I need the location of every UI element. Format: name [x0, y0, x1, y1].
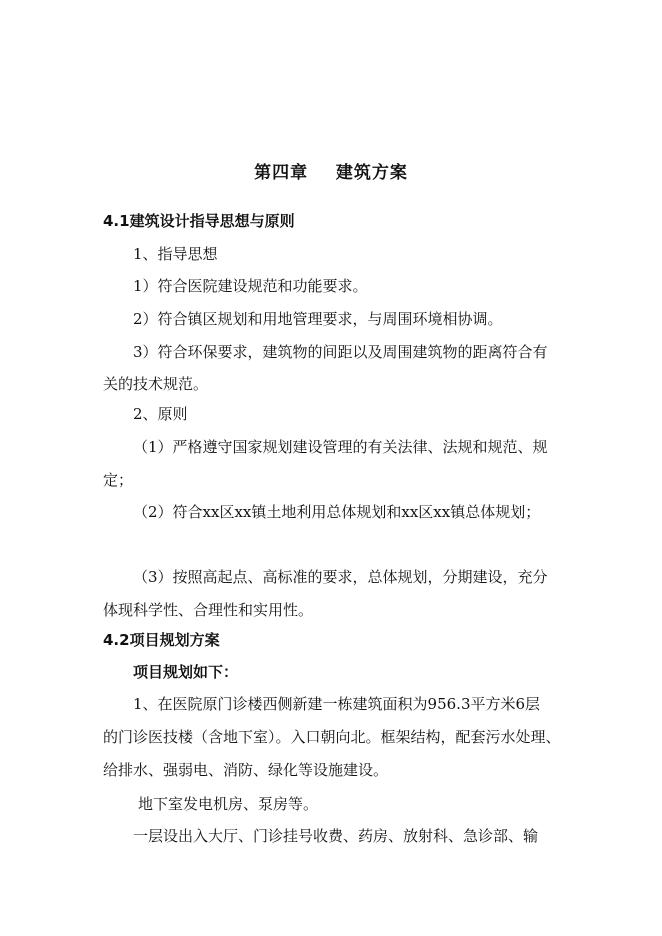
guiding-item-3: 3）符合环保要求，建筑物的间距以及周围建筑物的距离符合有 [133, 343, 548, 361]
planning-paragraph-first-floor: 一层设出入大厅、门诊挂号收费、药房、放射科、急诊部、输 [133, 827, 539, 845]
principle-item-1: （1）严格遵守国家规划建设管理的有关法律、法规和规范、规 [133, 438, 548, 456]
section-4-1-heading: 4.1建筑设计指导思想与原则 [103, 212, 295, 230]
section-4-2-heading: 4.2项目规划方案 [103, 631, 220, 649]
principle-item-2: （2）符合xx区xx镇土地利用总体规划和xx区xx镇总体规划； [133, 503, 541, 521]
guiding-item-2: 2）符合镇区规划和用地管理要求，与周围环境相协调。 [133, 310, 503, 328]
principle-item-1-continued: 定； [103, 471, 134, 489]
planning-intro: 项目规划如下： [133, 663, 239, 681]
guiding-item-1: 1）符合医院建设规范和功能要求。 [133, 277, 368, 295]
chapter-title: 第四章 建筑方案 [254, 163, 408, 183]
planning-paragraph-basement: 地下室发电机房、泵房等。 [138, 795, 319, 813]
planning-paragraph-1: 1、在医院原门诊楼西侧新建一栋建筑面积为956.3平方米6层 [133, 695, 541, 713]
guiding-ideas-label: 1、指导思想 [133, 245, 218, 263]
guiding-item-3-continued: 关的技术规范。 [103, 375, 209, 393]
planning-paragraph-1-line-2: 的门诊医技楼（含地下室）。入口朝向北。框架结构，配套污水处理、 [103, 728, 561, 746]
principle-item-3-continued: 体现科学性、合理性和实用性。 [103, 601, 314, 619]
planning-paragraph-1-line-3: 给排水、强弱电、消防、绿化等设施建设。 [103, 761, 389, 779]
principles-label: 2、原则 [133, 405, 188, 423]
principle-item-3: （3）按照高起点、高标准的要求，总体规划，分期建设，充分 [133, 568, 548, 586]
